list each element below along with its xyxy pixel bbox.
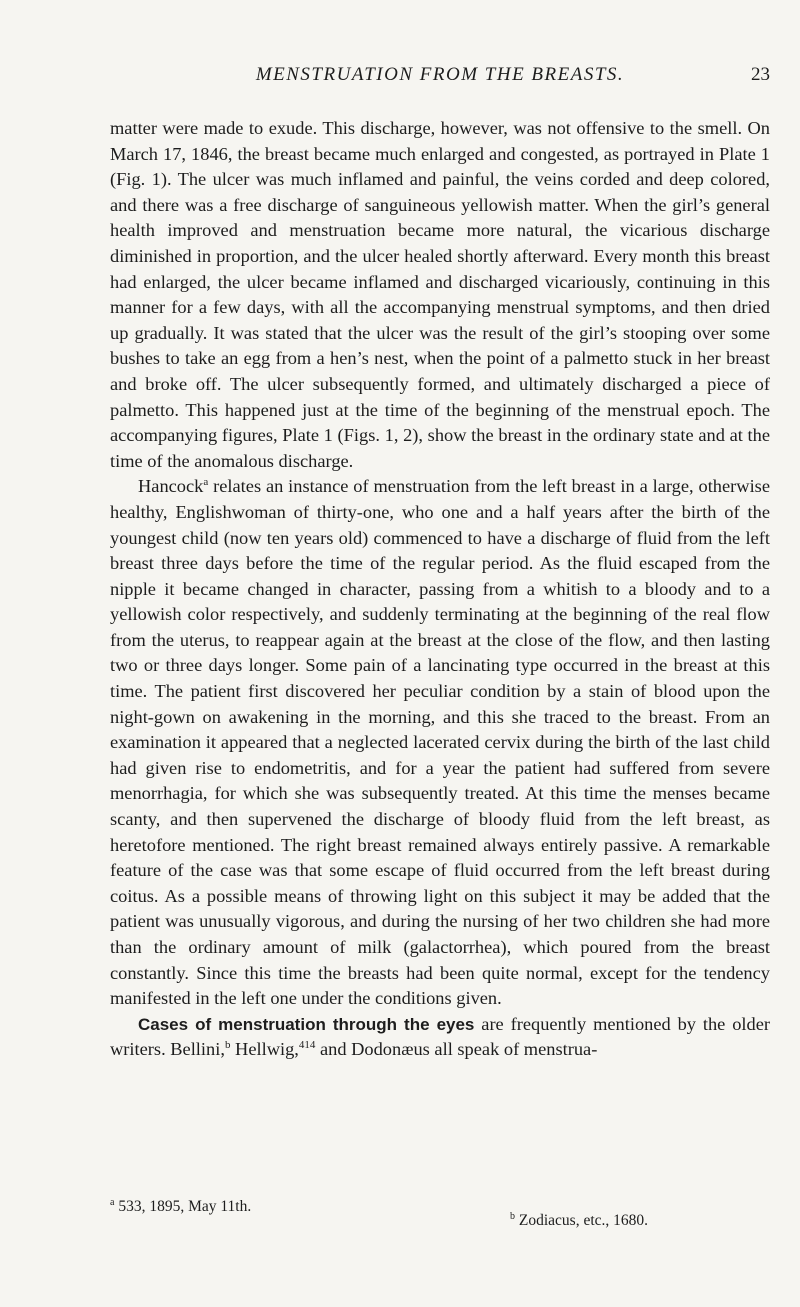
- footnote-b-text: Zodiacus, etc., 1680.: [515, 1212, 649, 1229]
- footnote-b-mark: b: [510, 1210, 515, 1222]
- section-lead-phrase: Cases of menstruation through the eyes: [138, 1014, 475, 1034]
- paragraph-3-text-c: and Dodonæus all speak of menstrua-: [315, 1039, 598, 1060]
- footnotes: [110, 1198, 770, 1238]
- footnote-ref-a: a: [203, 476, 209, 489]
- paragraph-2-text: relates an instance of menstruation from the left breast in a large, otherwise healthy, Englishwoman of thirty-one, who one and a half years after the birth of the youngest child (now ten years old) commenced to have a discharge of fluid from the left breast three days before the time of the regular period. As the fluid escaped from the nipple it became changed in character, passing from a whitish to a bloody and to a yellowish color respectively, and suddenly terminating at the beginning of the real flow from the uterus, to reappear again at the breast at the close of the flow, and then lasting two or three days longer. Some pain of a lancinating type occurred in the breast at this time. The patient first discovered her peculiar condition by a stain of blood upon the night-gown on awakening in the morning, and this she traced to the breast. From an examination it appeared that a neglected lacerated cervix during the birth of the last child had given rise to endometritis, and for a year the patient had suffered from severe menorrhagia, for which she was subsequently treated. At this time the menses became scanty, and then supervened the discharge of bloody fluid from the left breast, as heretofore mentioned. The right breast remained always entirely passive. A remarkable feature of the case was that some escape of fluid occurred from the left breast during coitus. As a possible means of throwing light on this subject it may be added that the patient was unusually vigorous, and during the nursing of her two children she had more than the ordinary amount of milk (galactorrhea), which poured from the breast constantly. Since this time the breasts had been quite normal, except for the tendency manifested in the left one under the conditions given.: [110, 476, 770, 1009]
- author-name: Hancock: [138, 476, 204, 497]
- footnote-a-text: 533, 1895, May 11th.: [114, 1198, 252, 1215]
- footnote-a: [110, 1198, 251, 1216]
- paragraph-2: [110, 474, 770, 1011]
- footnote-b: [510, 1212, 648, 1230]
- paragraph-3: [110, 1012, 770, 1063]
- paragraph-3-text-b: Hellwig,: [230, 1039, 299, 1060]
- paragraph-3-text-a: are frequently mentioned by the older writers. Bellini,: [110, 1013, 770, 1060]
- page-number: 23: [751, 64, 770, 85]
- running-head: [110, 62, 770, 92]
- running-title: MENSTRUATION FROM THE BREASTS.: [255, 64, 625, 85]
- footnote-ref-b: b: [224, 1039, 231, 1052]
- footnote-a-mark: a: [110, 1196, 115, 1208]
- body-text: [110, 116, 770, 1063]
- reference-414: 414: [298, 1039, 316, 1052]
- paragraph-1: matter were made to exude. This discharge, however, was not offensive to the smell. On March 17, 1846, the breast became much enlarged and congested, as portrayed in Plate 1 (Fig. 1). The ulcer was much inflamed and painful, the veins corded and deep colored, and there was a free discharge of sanguineous yellowish matter. When the girl’s general health improved and menstruation became more natural, the vicarious discharge diminished in proportion, and the ulcer healed shortly afterward. Every month this breast had enlarged, the ulcer became inflamed and discharged vicariously, continuing in this manner for a few days, with all the accompanying menstrual symptoms, and then dried up gradually. It was stated that the ulcer was the result of the girl’s stooping over some bushes to take an egg from a hen’s nest, when the point of a palmetto stuck in her breast and broke off. The ulcer subsequently formed, and ultimately discharged a piece of palmetto. This happened just at the time of the beginning of the menstrual epoch. The accompanying figures, Plate 1 (Figs. 1, 2), show the breast in the ordinary state and at the time of the anomalous discharge.: [110, 118, 770, 471]
